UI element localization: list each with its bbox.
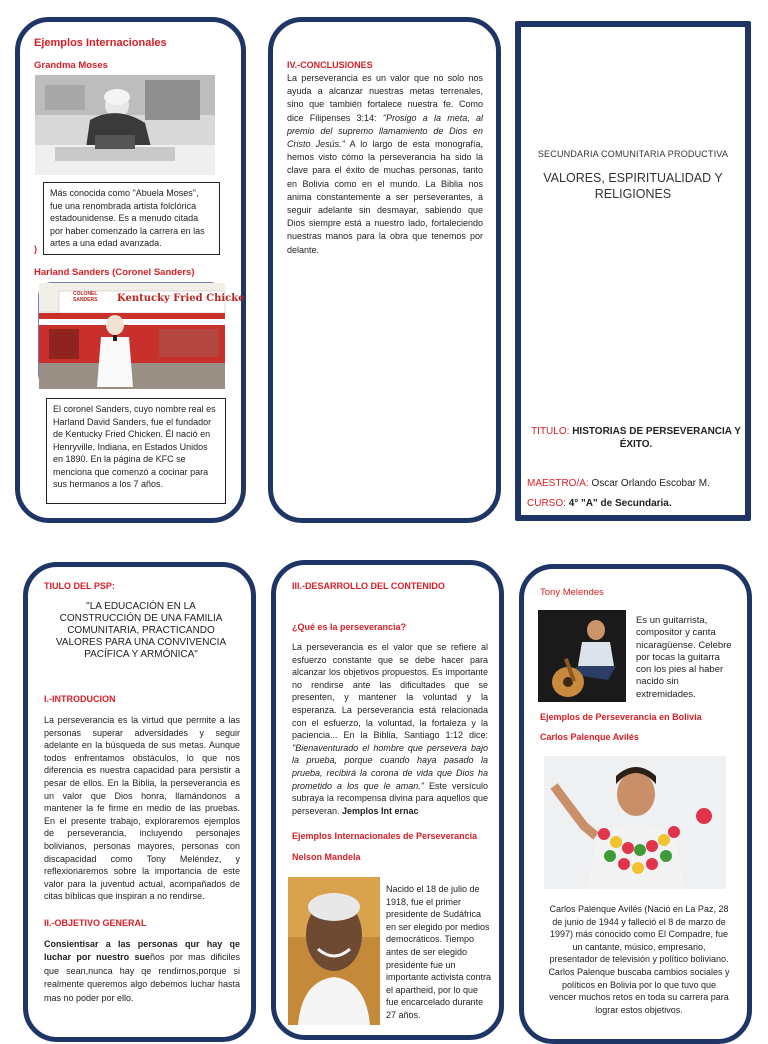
curso-value: 4° "A" de Secundaria. [568, 498, 672, 509]
harland-sanders-caption: El coronel Sanders, cuyo nombre real es Harland David Sanders, fue el fundador de Kentucky Fried Chicken. Él nació en Henryville, Indiana, en Estados Unidos en 1890. En la página de KFC se menciona que comenzó a cocinar para sus hermanos a los 7 años. [46, 398, 226, 504]
conclusions-text [287, 72, 483, 257]
tony-text: Es un guitarrista, compositor y canta nicaragüense. Celebre por tocas la guitarra con los pies al haber nacido sin extremidades. [636, 615, 732, 700]
objective-bold: Consientisar a las personas qur hay qe luchar por nuestro sue [44, 939, 240, 963]
school-name: SECUNDARIA COMUNITARIA PRODUCTIVA [537, 149, 729, 159]
intro-heading: I.-INTRODUCION [44, 694, 116, 704]
maestro-line [527, 478, 745, 489]
objective-text [44, 938, 240, 1005]
conclusions-paragraph-start: La perseverancia es un valor que no solo nos ayuda a alcanzar nuestras metas terrenales, sino que también fortalece nuestra fe. Como dice Filipenses 3:14: [287, 73, 483, 123]
panel-cover [515, 21, 751, 521]
psp-title: "LA EDUCACIÓN EN LA CONSTRUCCIÓN DE UNA FAMILIA COMUNITARIA, PRACTICANDO VALORES PARA UNA CONVIVENCIA PACÍFICA Y ARMÓNICA" [55, 601, 227, 660]
curso-line [527, 498, 745, 509]
development-paragraph-start: La perseverancia es el valor que se refiere al esfuerzo constante que se debe hacer para alcanzar los objetivos propuestos. Es importante no rendirse ante las dificultades que se presenten, y mantener la voluntad y la esperanza. La perseverancia está relacionada con el esfuerzo, la voluntad, la fortaleza y la paciencia... En la Biblia, Santiago 1:12 dice: [292, 642, 488, 741]
psp-heading: TIULO DEL PSP: [44, 581, 115, 591]
kfc-small-sign-text: COLONEL SANDERS [73, 291, 98, 303]
panel-development [271, 560, 504, 1040]
panel-conclusions [268, 17, 501, 523]
perseverance-question: ¿Qué es la perseverancia? [292, 622, 407, 632]
panel-introduction [23, 562, 256, 1042]
maestro-label: MAESTRO/A: [527, 478, 589, 489]
subject-title: VALORES, ESPIRITUALIDAD Y RELIGIONES [543, 171, 723, 201]
conclusions-heading: IV.-CONCLUSIONES [287, 60, 373, 70]
tony-melendez-illustration [538, 610, 626, 702]
carlos-palenque-photo [544, 756, 726, 889]
development-paragraph-end: Este versículo subraya la recompensa divina para aquellos que perseveran. [292, 780, 489, 816]
philippians-quote: "Prosigo a la meta, al premio del supremo llamamiento de Dios en Cristo Jesús." [287, 112, 483, 150]
mandela-photo [288, 877, 380, 1025]
grandma-moses-illustration [35, 75, 215, 175]
titulo-line [527, 425, 745, 451]
maestro-value: Oscar Orlando Escobar M. [591, 478, 710, 489]
bolivia-heading: Ejemplos de Perseverancia en Bolivia [540, 712, 702, 722]
person-name-grandma-moses: Grandma Moses [34, 60, 108, 71]
intl-perseverance-heading: Ejemplos Internacionales de Perseverancia [292, 831, 478, 841]
intro-text: La perseverancia es la virtud que permite a las personas superar adversidades y seguir adelante en la búsqueda de sus metas. Aunque todos enfrentamos obstáculos, lo que nos diferencia es nuestra capacidad para persistir a pesar de ellos. En la Biblia, la perseverancia es un valor que Dios honra, llamándonos a mantener la fe firme en medio de las pruebas. En el presente trabajo, exploraremos ejemplos de perseverancia, incluyendo personajes bolivianos, personas mayores, personas con discapacidad como Tony Meléndez, y reflexionaremos sobre la importancia de este valor para la juventud actual, acompañados de citas bíblicas que inspiran a no rendirse. [44, 715, 240, 902]
kfc-sign-text: Kentucky Fried Chicke [117, 293, 245, 304]
kfc-photo [38, 282, 245, 388]
person-name-harland-sanders: Harland Sanders (Coronel Sanders) [34, 267, 195, 278]
section-heading: Ejemplos Internacionales [34, 37, 167, 49]
development-bold-fragment: Jemplos Int ernac [342, 805, 419, 816]
titulo-label: TITULO: [531, 426, 570, 437]
grandma-moses-photo [35, 75, 215, 175]
mandela-name: Nelson Mandela [292, 852, 361, 862]
grandma-moses-caption: Más conocida como "Abuela Moses", fue una renombrada artista folclórica estadounidense. Es a menudo citada por haber comenzado la carrera en las artes a una edad avanzada. [43, 182, 220, 255]
objective-rest: ños por mas dificiles que sean,nunca hay qe rendirnos,porque si realmente queremos algo debemos luchar hasta mas no poder por ello. [44, 952, 240, 1003]
carlos-palenque-illustration [544, 756, 726, 889]
objective-heading: II.-OBJETIVO GENERAL [44, 918, 147, 928]
conclusions-paragraph-end: A lo largo de esta monografía, hemos visto cómo la perseverancia ha sido la clave para el éxito de muchas personas, tanto en Bolivia como en el mundo. La Biblia nos anima constantemente a ser perseverantes, a seguir adelante sin desmayar, sabiendo que Dios siempre está a nuestro lado, fortaleciendo nuestras manos para la obra que tenemos por delante. [287, 139, 483, 255]
tony-name: Tony Melendes [540, 587, 604, 598]
james-quote: "Bienaventurado el hombre que persevera bajo la prueba, porque cuando haya pasado la prueba, recibirá la corona de vida que Dios ha prometido a los que le aman." [292, 742, 488, 791]
carlos-text: Carlos Palenque Avilés (Nació en La Paz, 28 de junio de 1944 y falleció el 8 de marzo de 1997) más conocido como El Compadre, fue un cantante, músico, empresario, presentador de televisión y político boliviano. Carlos Palenque buscaba cambios sociales y políticos en Bolivia por lo que tuvo que vencer muchos retos en toda su carrera para lograr estos objetivos. [548, 904, 730, 1015]
titulo-value: HISTORIAS DE PERSEVERANCIA Y ÉXITO. [572, 426, 741, 450]
development-text [292, 641, 488, 817]
development-heading: III.-DESARROLLO DEL CONTENIDO [292, 581, 445, 591]
panel-international-examples [15, 17, 246, 523]
curso-label: CURSO: [527, 498, 566, 509]
stray-mark: ) [34, 244, 37, 254]
mandela-text: Nacido el 18 de julio de 1918, fue el primer presidente de Sudáfrica en ser elegido por medios democráticos. Tiempo antes de ser elegido presidente fue un importante activista contra el apartheid, por lo que fue encarcelado durante 27 años. [386, 884, 492, 1020]
panel-bolivia-examples [519, 564, 752, 1044]
carlos-name: Carlos Palenque Avilés [540, 732, 639, 742]
mandela-portrait-illustration [288, 877, 380, 1025]
tony-melendez-photo [538, 610, 626, 702]
